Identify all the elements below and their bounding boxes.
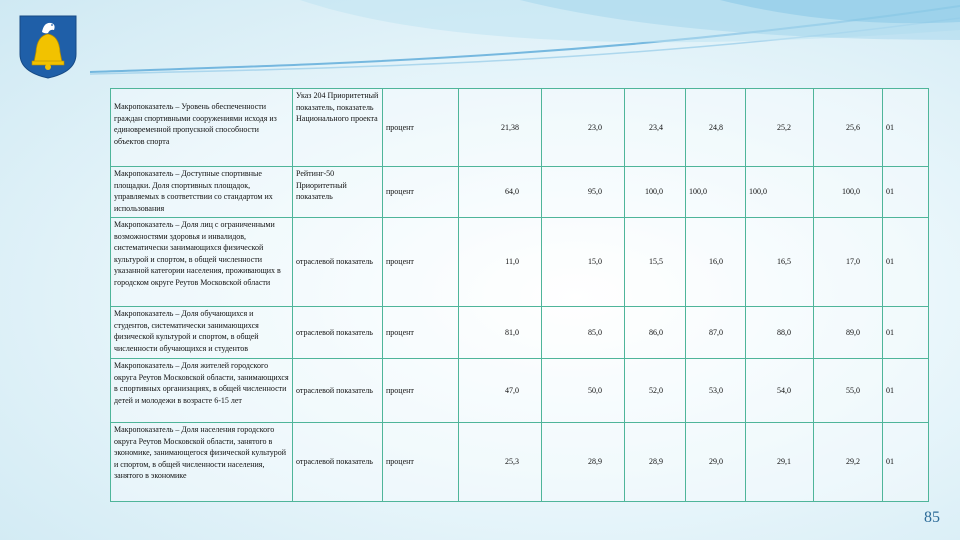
table-row <box>111 167 929 218</box>
unit-cell: процент <box>383 218 459 307</box>
indicator-name-cell: Макропоказатель – Доля жителей городского округа Реутов Московской области, занимающихся в спортивных организациях, в общей численности детей и молодежи в возрасте 6-15 лет <box>111 359 293 423</box>
value-cell: 100,0 <box>625 167 686 218</box>
indicator-type-cell: отраслевой показатель <box>293 218 383 307</box>
value-cell: 21,38 <box>459 89 542 167</box>
value-cell: 100,0 <box>746 167 814 218</box>
indicator-name-cell: Макропоказатель – Доля населения городского округа Реутов Московской области, занятого в экономике, занимающегося физической культурой и спортом, в общей численности населения, занятого в экономике <box>111 423 293 502</box>
value-cell: 25,6 <box>814 89 883 167</box>
value-cell: 23,4 <box>625 89 686 167</box>
value-cell: 50,0 <box>542 359 625 423</box>
value-cell: 86,0 <box>625 307 686 359</box>
indicator-name-cell: Макропоказатель – Уровень обеспеченности граждан спортивными сооружениями исходя из единовременной пропускной способности объектов спорта <box>111 89 293 167</box>
value-cell: 47,0 <box>459 359 542 423</box>
value-cell: 29,0 <box>686 423 746 502</box>
code-cell: 01 <box>883 167 929 218</box>
code-cell: 01 <box>883 423 929 502</box>
table-row <box>111 359 929 423</box>
header-swoosh-decoration <box>0 0 960 90</box>
value-cell: 64,0 <box>459 167 542 218</box>
value-cell: 15,0 <box>542 218 625 307</box>
value-cell: 28,9 <box>542 423 625 502</box>
page-number: 85 <box>924 509 940 526</box>
indicator-type-cell: отраслевой показатель <box>293 423 383 502</box>
value-cell: 15,5 <box>625 218 686 307</box>
code-cell: 01 <box>883 359 929 423</box>
table-row <box>111 89 929 167</box>
value-cell: 16,0 <box>686 218 746 307</box>
indicator-type-cell: Указ 204 Приоритетный показатель, показатель Национального проекта <box>293 89 383 167</box>
value-cell: 29,2 <box>814 423 883 502</box>
value-cell: 52,0 <box>625 359 686 423</box>
value-cell: 89,0 <box>814 307 883 359</box>
indicator-name-cell: Макропоказатель – Доступные спортивные площадки. Доля спортивных площадок, управляемых в соответствии со стандартом их использования <box>111 167 293 218</box>
indicator-type-cell: Рейтинг-50 Приоритетный показатель <box>293 167 383 218</box>
coat-of-arms-icon <box>18 14 78 80</box>
value-cell: 88,0 <box>746 307 814 359</box>
code-cell: 01 <box>883 218 929 307</box>
code-cell: 01 <box>883 89 929 167</box>
unit-cell: процент <box>383 167 459 218</box>
table-row <box>111 218 929 307</box>
value-cell: 95,0 <box>542 167 625 218</box>
indicator-name-cell: Макропоказатель – Доля лиц с ограниченными возможностями здоровья и инвалидов, систематически занимающихся физической культурой и спортом, в общей численности указанной категории населения, проживающих в городском округе Реутов Московской области <box>111 218 293 307</box>
unit-cell: процент <box>383 307 459 359</box>
value-cell: 87,0 <box>686 307 746 359</box>
value-cell: 53,0 <box>686 359 746 423</box>
value-cell: 28,9 <box>625 423 686 502</box>
table-row <box>111 307 929 359</box>
code-cell: 01 <box>883 307 929 359</box>
value-cell: 25,3 <box>459 423 542 502</box>
value-cell: 54,0 <box>746 359 814 423</box>
value-cell: 100,0 <box>686 167 746 218</box>
unit-cell: процент <box>383 423 459 502</box>
unit-cell: процент <box>383 89 459 167</box>
value-cell: 16,5 <box>746 218 814 307</box>
table-row <box>111 423 929 502</box>
value-cell: 81,0 <box>459 307 542 359</box>
value-cell: 11,0 <box>459 218 542 307</box>
value-cell: 29,1 <box>746 423 814 502</box>
unit-cell: процент <box>383 359 459 423</box>
value-cell: 24,8 <box>686 89 746 167</box>
indicator-type-cell: отраслевой показатель <box>293 307 383 359</box>
value-cell: 17,0 <box>814 218 883 307</box>
value-cell: 23,0 <box>542 89 625 167</box>
value-cell: 100,0 <box>814 167 883 218</box>
value-cell: 25,2 <box>746 89 814 167</box>
value-cell: 55,0 <box>814 359 883 423</box>
indicator-type-cell: отраслевой показатель <box>293 359 383 423</box>
indicator-name-cell: Макропоказатель – Доля обучающихся и студентов, систематически занимающихся физической культурой и спортом, в общей численности обучающихся и студентов <box>111 307 293 359</box>
value-cell: 85,0 <box>542 307 625 359</box>
macro-indicators-table <box>110 88 929 502</box>
